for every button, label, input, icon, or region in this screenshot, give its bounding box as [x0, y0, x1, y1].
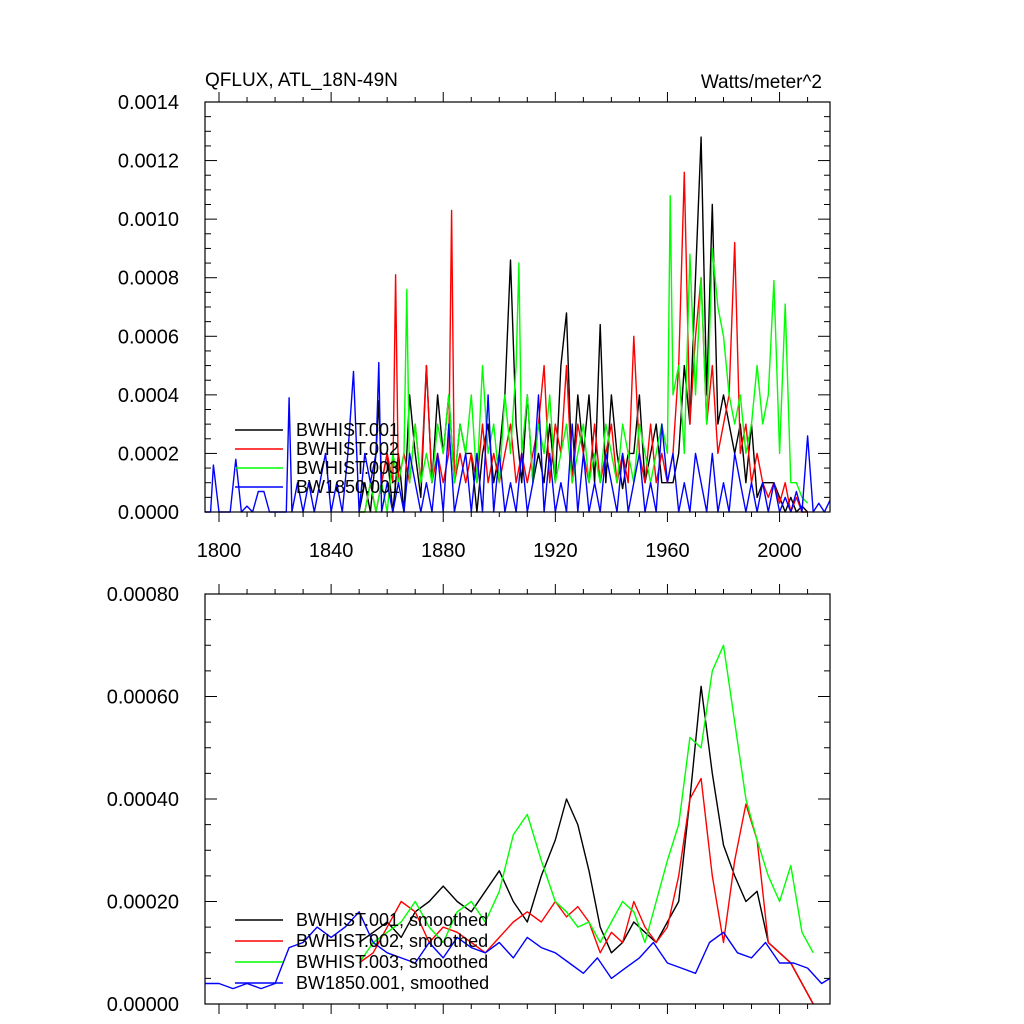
y-tick-label: 0.00020: [106, 891, 179, 914]
x-tick-label: 1920: [533, 540, 578, 562]
legend-label: BWHIST.001: [296, 420, 400, 440]
chart-title: QFLUX, ATL_18N-49N: [205, 70, 398, 91]
y-tick-label: 0.0012: [117, 150, 179, 173]
legend-label: BWHIST.003: [296, 458, 400, 478]
series-line-raw-2: [359, 196, 807, 512]
legend-label: BWHIST.003, smoothed: [296, 952, 489, 972]
y-tick-label: 0.0002: [117, 443, 179, 466]
x-tick-label: 1960: [645, 540, 690, 562]
y-tick-label: 0.00060: [106, 686, 179, 709]
y-tick-label: 0.00040: [106, 789, 179, 811]
x-tick-label: 1840: [308, 540, 354, 562]
legend-label: BWHIST.001, smoothed: [296, 910, 489, 930]
top-panel: [118, 70, 830, 562]
legend-label: BWHIST.002: [296, 439, 400, 459]
x-tick-label: 1880: [420, 540, 466, 562]
y-tick-label: 0.0006: [117, 326, 179, 349]
y-tick-label: 0.00080: [106, 584, 179, 606]
legend: [235, 910, 489, 993]
legend-label: BWHIST.002, smoothed: [296, 931, 489, 951]
x-tick-label: 1800: [196, 540, 242, 562]
y-tick-label: 0.0000: [117, 502, 179, 524]
y-tick-label: 0.0010: [117, 209, 179, 232]
y-tick-label: 0.00000: [106, 994, 179, 1016]
legend-label: BW1850.001, smoothed: [296, 973, 490, 993]
legend: [235, 420, 400, 497]
units-label: Watts/meter^2: [700, 72, 822, 93]
y-tick-label: 0.0008: [117, 267, 179, 290]
y-tick-label: 0.0004: [117, 384, 179, 407]
legend-label: BW1850.001: [296, 477, 401, 497]
bottom-panel: [107, 584, 830, 1016]
x-tick-label: 2000: [757, 540, 802, 562]
y-tick-label: 0.0014: [117, 92, 179, 114]
